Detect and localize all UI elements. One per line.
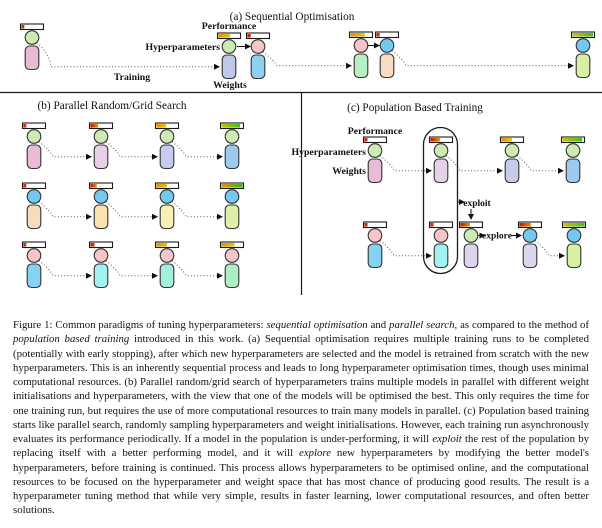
- performance-bar-fill: [376, 33, 379, 37]
- panel-b-title: (b) Parallel Random/Grid Search: [37, 100, 187, 112]
- training-flow-arrow: [172, 142, 222, 157]
- model-c-b4: [519, 222, 542, 268]
- hyperparameters-circle: [222, 40, 236, 54]
- performance-bar-fill: [350, 33, 364, 37]
- caption-segment: introduced in this work. (a) Sequential optimisation requires multiple training runs to be completed (potentially with early stopping), after which new hyperparameters are selected and the model is retrained from scratch with the new hyperparameters. This is an inherently sequential process and leads to long hyperparameter optimisation times, though uses minimal computational resources. (b) Parallel random/grid search of hyperparameters trains multiple models in parallel with different weight initialisations and hyperparameters, with the view that one of the models will be optimised the best. This only requires the time for one training run, but requires the use of more computational resources to train many models in parallel. (c) Population based training starts like parallel search, randomly sampling hyperparameters and weight initialisations. However, each training run asynchronously evaluates its performance periodically. If a model in the population is under-performing, it will: [13, 333, 590, 445]
- weights-rect: [380, 54, 394, 78]
- training-flow-arrow: [39, 261, 91, 276]
- performance-bar-fill: [221, 243, 234, 247]
- panel-c-title: (c) Population Based Training: [347, 102, 483, 114]
- weights-rect: [567, 244, 581, 268]
- performance-bar-fill: [430, 223, 433, 227]
- performance-bar-fill: [156, 243, 167, 247]
- model-a3a: [350, 32, 373, 78]
- weights-rect: [94, 205, 108, 229]
- training-flow-arrow: [446, 156, 502, 171]
- hyperparameters-circle: [434, 144, 448, 158]
- caption-segment: , as compared to the method of: [454, 319, 589, 331]
- label-explore-label: explore: [482, 231, 512, 242]
- training-flow-arrow: [172, 202, 222, 217]
- model-b-r3c3: [156, 242, 179, 288]
- model-c-t4: [562, 137, 585, 183]
- hyperparameters-circle: [523, 229, 537, 243]
- training-flow-arrow: [517, 156, 563, 171]
- hyperparameters-circle: [225, 130, 239, 144]
- weights-rect: [222, 55, 236, 79]
- caption-segment-italic: population based training: [13, 333, 130, 346]
- performance-bar-fill: [562, 138, 582, 142]
- performance-bar-fill: [247, 34, 250, 38]
- hyperparameters-circle: [464, 229, 478, 243]
- caption-segment: new hyperparameters by modifying the better model's hyperparameters, before training is continued. This process allows hyperparameters to be optimised online, and the computational resources to be focused on the hyperparameter and weight space that has most chance of producing good results. The result is a hyperparameter tuning method that while very simple, results in faster learning, lower computational resources, and often better solutions.: [13, 447, 589, 517]
- weights-rect: [25, 46, 39, 70]
- label-hyperparameters-a: Hyperparameters: [145, 42, 220, 53]
- hyperparameters-circle: [27, 249, 41, 263]
- model-c-b3: [460, 222, 483, 268]
- performance-bar-fill: [23, 184, 26, 188]
- model-c-b5: [563, 222, 586, 268]
- performance-bar-fill: [90, 124, 98, 128]
- performance-bar-fill: [90, 243, 94, 247]
- label-performance-c: Performance: [347, 126, 403, 137]
- caption-segment: the rest of the population by replacing itself with a better performing model, and it will: [13, 433, 589, 460]
- performance-bar-fill: [218, 34, 230, 38]
- hyperparameters-circle: [27, 130, 41, 144]
- hyperparameters-circle: [160, 249, 174, 263]
- weights-rect: [354, 54, 368, 78]
- performance-bar-fill: [221, 124, 240, 128]
- weights-rect: [27, 264, 41, 288]
- performance-bar-fill: [563, 223, 584, 227]
- hyperparameters-circle: [251, 40, 265, 54]
- hyperparameters-circle: [225, 249, 239, 263]
- model-c-t2: [430, 137, 453, 183]
- weights-rect: [94, 145, 108, 169]
- model-b-r1c4: [221, 123, 244, 169]
- hyperparameters-circle: [567, 229, 581, 243]
- model-c-t1: [364, 137, 387, 183]
- hyperparameters-circle: [368, 144, 382, 158]
- model-b-r2c4: [221, 183, 244, 229]
- hyperparameters-circle: [354, 39, 368, 53]
- hyperparameters-circle: [160, 190, 174, 204]
- weights-rect: [505, 159, 519, 183]
- hyperparameters-circle: [94, 130, 108, 144]
- performance-bar-fill: [519, 223, 531, 227]
- hyperparameters-circle: [566, 144, 580, 158]
- model-c-b1: [364, 222, 387, 268]
- label-weights-c: Weights: [332, 166, 366, 177]
- caption-segment-italic: parallel search: [389, 319, 455, 331]
- training-flow-arrow: [106, 261, 157, 276]
- panel-a-title: (a) Sequential Optimisation: [229, 11, 355, 23]
- hyperparameters-circle: [25, 31, 39, 45]
- performance-bar-fill: [21, 25, 24, 29]
- performance-bar-fill: [156, 184, 167, 188]
- label-training-a: Training: [113, 72, 151, 83]
- weights-rect: [225, 205, 239, 229]
- label-performance-a: Performance: [201, 21, 257, 32]
- hyperparameters-circle: [368, 229, 382, 243]
- performance-bar-fill: [430, 138, 440, 142]
- training-flow-arrow: [535, 241, 564, 256]
- weights-rect: [368, 244, 382, 268]
- hyperparameters-circle: [434, 229, 448, 243]
- weights-rect: [94, 264, 108, 288]
- performance-bar-fill: [364, 138, 367, 142]
- model-b-r3c2: [90, 242, 113, 288]
- performance-bar-fill: [364, 223, 367, 227]
- figure-caption: [0, 314, 602, 518]
- caption-segment: Figure 1: Common paradigms of tuning hyperparameters:: [13, 319, 267, 331]
- caption-segment-italic: sequential optimisation: [266, 319, 368, 331]
- hyperparameters-circle: [380, 39, 394, 53]
- model-b-r1c3: [156, 123, 179, 169]
- weights-rect: [225, 145, 239, 169]
- hyperparameters-circle: [94, 249, 108, 263]
- performance-bar-fill: [572, 33, 593, 37]
- training-flow-arrow: [106, 142, 157, 157]
- weights-rect: [160, 264, 174, 288]
- training-flow-arrow: [106, 202, 157, 217]
- weights-rect: [160, 205, 174, 229]
- training-flow-arrow: [172, 261, 222, 276]
- model-a1: [21, 24, 44, 70]
- performance-bar-fill: [156, 124, 166, 128]
- model-c-b2: [430, 222, 453, 268]
- hyperparameters-circle: [94, 190, 108, 204]
- model-a3b: [376, 32, 399, 78]
- model-b-r2c3: [156, 183, 179, 229]
- hyperparameters-circle: [160, 130, 174, 144]
- performance-bar-fill: [90, 184, 96, 188]
- weights-rect: [566, 159, 580, 183]
- weights-rect: [225, 264, 239, 288]
- performance-bar-fill: [23, 243, 26, 247]
- weights-rect: [27, 205, 41, 229]
- label-weights-a: Weights: [213, 80, 247, 91]
- training-flow-arrow: [392, 51, 573, 66]
- model-b-r2c2: [90, 183, 113, 229]
- weights-rect: [434, 244, 448, 268]
- model-b-r1c1: [23, 123, 46, 169]
- weights-rect: [523, 244, 537, 268]
- weights-rect: [434, 159, 448, 183]
- training-flow-arrow: [263, 52, 351, 66]
- performance-bar-fill: [501, 138, 512, 142]
- hyperparameters-circle: [27, 190, 41, 204]
- model-b-r1c2: [90, 123, 113, 169]
- hyperparameters-circle: [225, 190, 239, 204]
- model-a4: [572, 32, 595, 78]
- training-flow-arrow: [39, 202, 91, 217]
- model-c-t3: [501, 137, 524, 183]
- weights-rect: [160, 145, 174, 169]
- hyperparameters-circle: [576, 39, 590, 53]
- performance-bar-fill: [221, 184, 242, 188]
- model-b-r3c4: [221, 242, 244, 288]
- model-b-r3c1: [23, 242, 46, 288]
- caption-segment-italic: explore: [299, 447, 332, 460]
- label-exploit-label: exploit: [463, 199, 491, 209]
- weights-rect: [251, 55, 265, 79]
- training-flow-arrow: [39, 142, 91, 157]
- model-a2a: [218, 33, 241, 79]
- weights-rect: [27, 145, 41, 169]
- performance-bar-fill: [23, 124, 26, 128]
- caption-segment: and: [367, 319, 390, 331]
- model-a2b: [247, 33, 270, 79]
- hyperparameters-circle: [505, 144, 519, 158]
- weights-rect: [368, 159, 382, 183]
- label-hyperparameters-c: Hyperparameters: [291, 147, 366, 158]
- weights-rect: [576, 54, 590, 78]
- model-b-r2c1: [23, 183, 46, 229]
- caption-segment-italic: exploit: [432, 433, 462, 445]
- weights-rect: [464, 244, 478, 268]
- performance-bar-fill: [460, 223, 470, 227]
